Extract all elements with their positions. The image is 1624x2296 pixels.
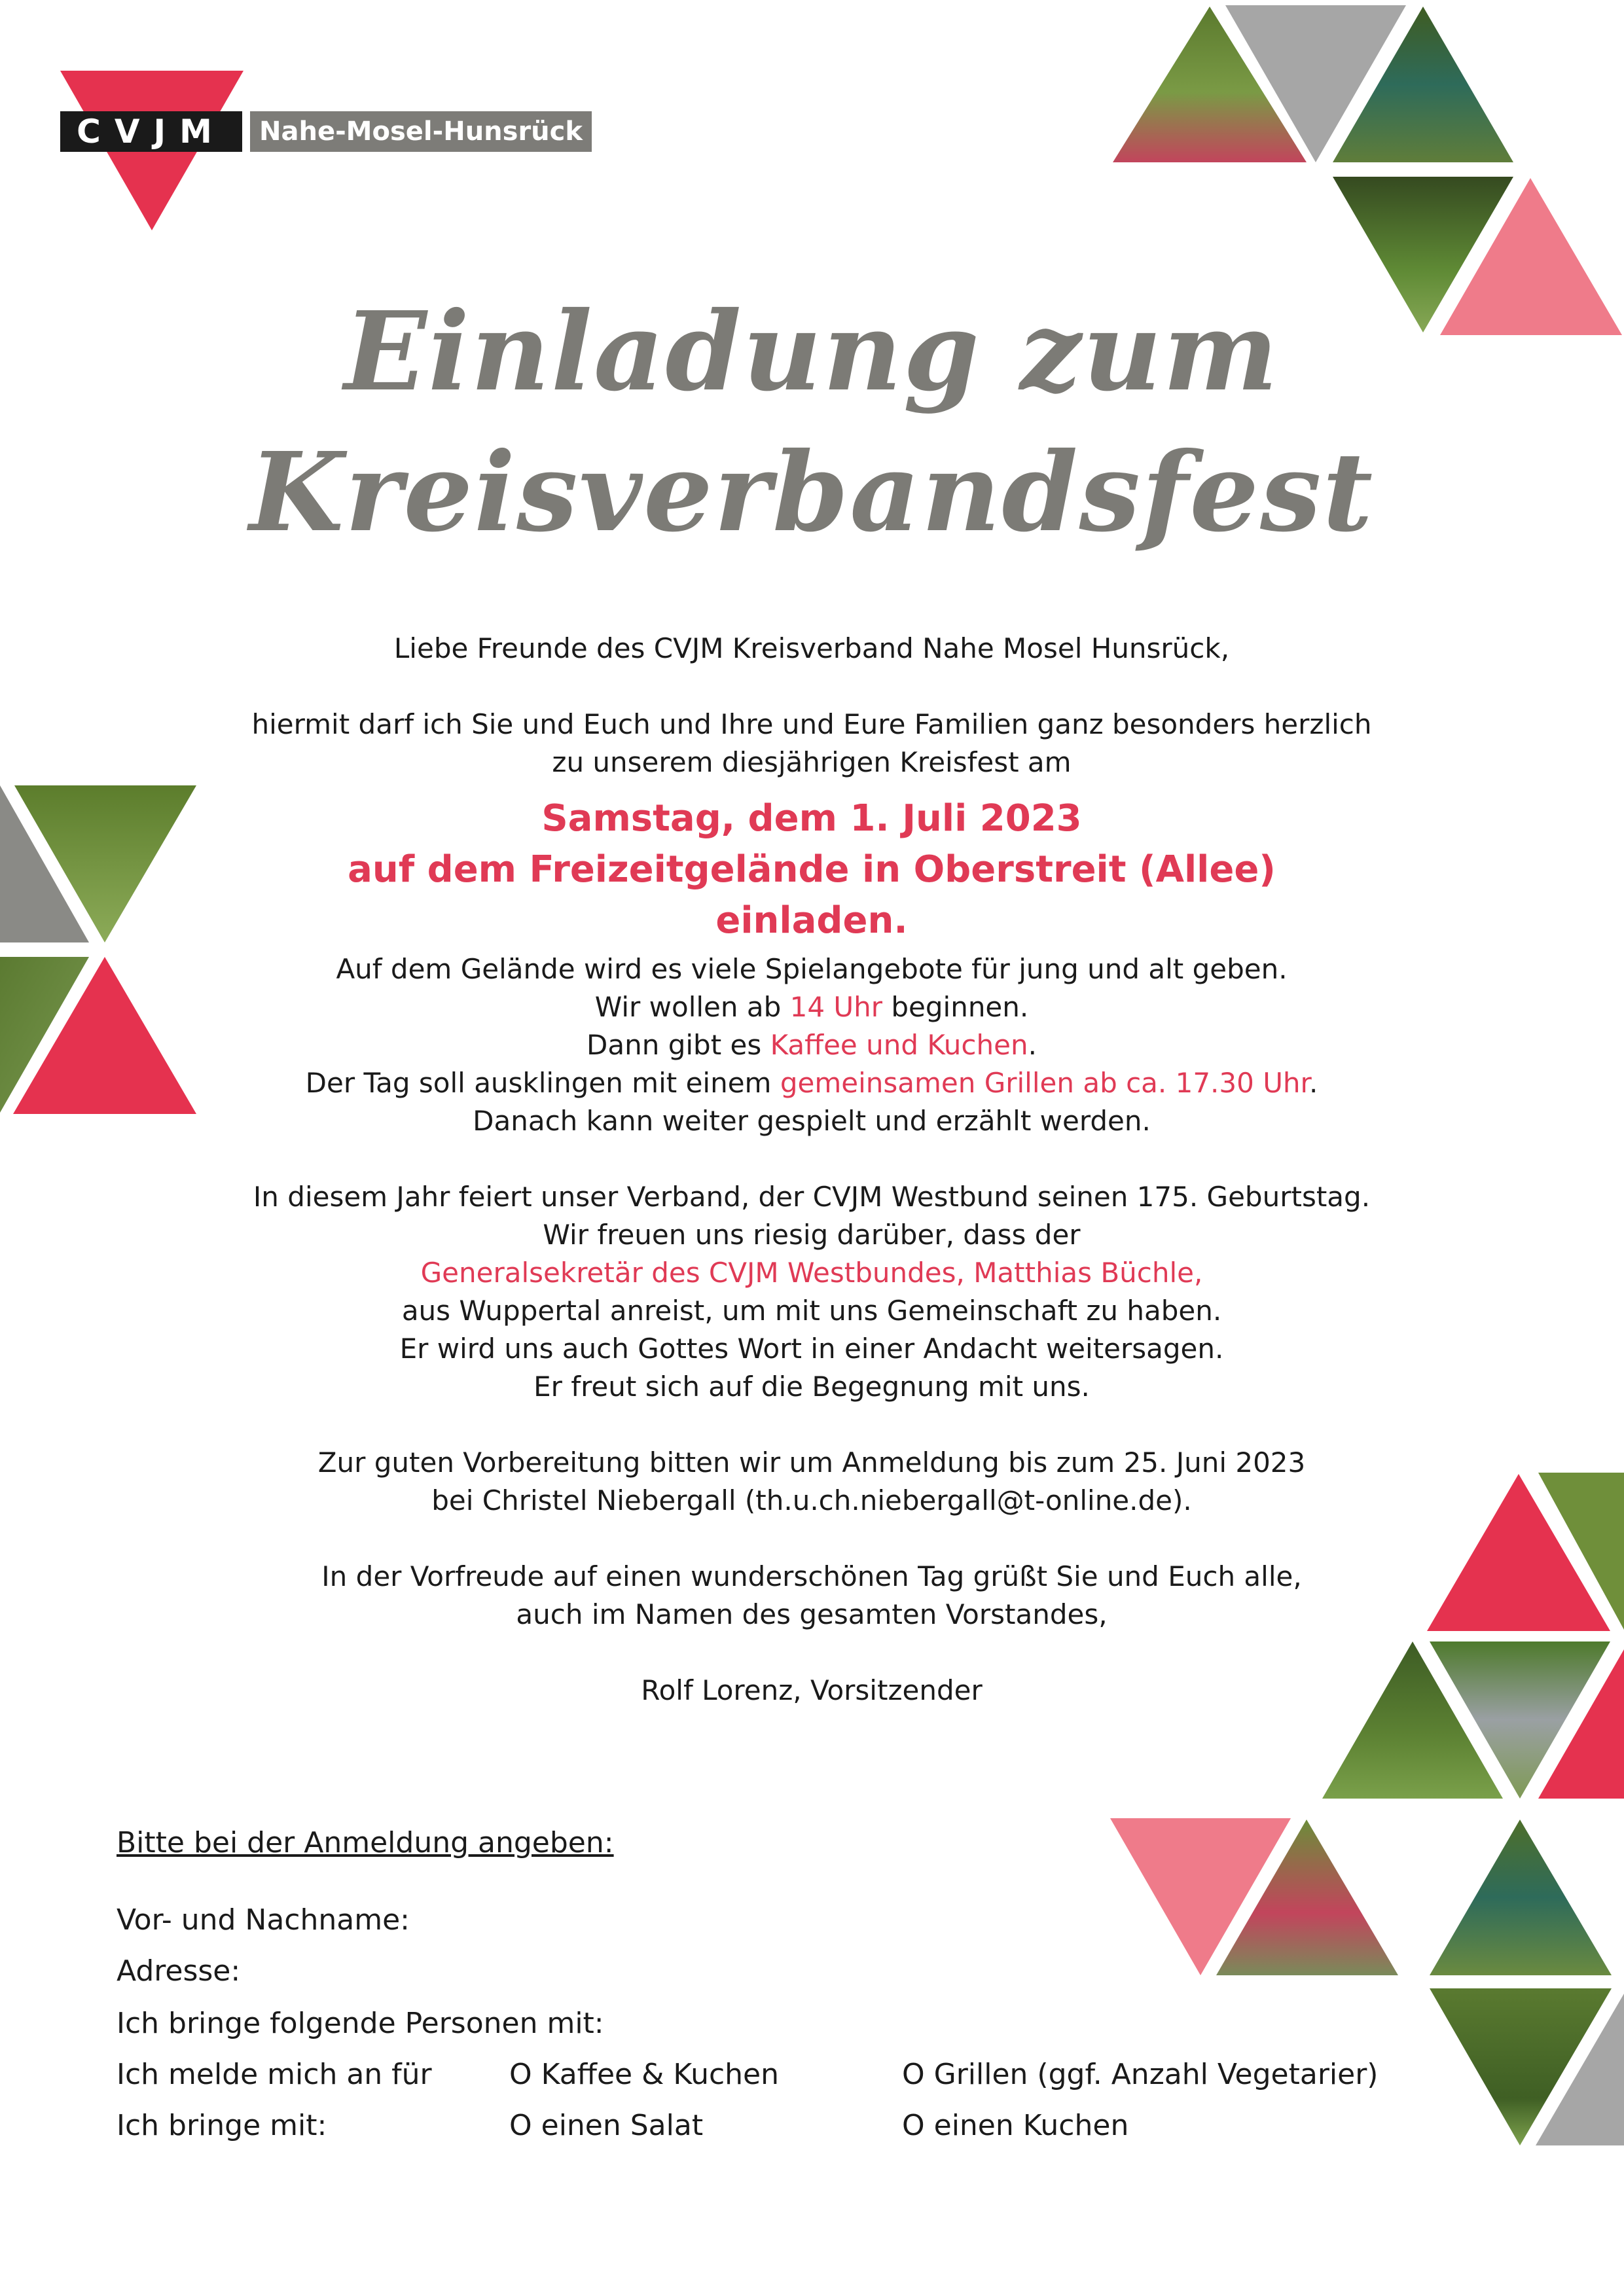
intro-line-1: hiermit darf ich Sie und Euch und Ihre und Eure Familien ganz besonders herzlich <box>251 708 1372 740</box>
title-line-1: Einladung zum <box>344 288 1280 416</box>
option-grill[interactable]: O Grillen (ggf. Anzahl Vegetarier) <box>902 2058 1379 2091</box>
bring-label: Ich bringe mit: <box>117 2109 327 2142</box>
intro-line-2: zu unserem diesjährigen Kreisfest am <box>552 746 1072 778</box>
anniversary-line-1: In diesem Jahr feiert unser Verband, der CVJM Westbund seinen 175. Geburtstag. <box>253 1181 1371 1213</box>
name-label: Vor- und Nachname: <box>117 1903 410 1937</box>
headline-invite: einladen. <box>715 899 908 942</box>
option-salad[interactable]: O einen Salat <box>509 2109 704 2142</box>
headline-location: auf dem Freizeitgelände in Oberstreit (Allee) <box>348 848 1276 891</box>
registration-line-2: bei Christel Niebergall (th.u.ch.niebergall@t-online.de). <box>431 1484 1192 1516</box>
highlight-coffee: Kaffee und Kuchen <box>770 1029 1028 1061</box>
headline-date: Samstag, dem 1. Juli 2023 <box>541 797 1082 840</box>
register-label: Ich melde mich an für <box>117 2058 432 2091</box>
program-line-2: Wir wollen ab 14 Uhr beginnen. <box>594 991 1029 1023</box>
closing-line-2: auch im Namen des gesamten Vorstandes, <box>516 1598 1108 1630</box>
logo-wordmark: CVJM <box>60 111 242 152</box>
form-heading: Bitte bei der Anmeldung angeben: <box>117 1826 614 1859</box>
anniversary-line-6: Er freut sich auf die Begegnung mit uns. <box>533 1371 1090 1403</box>
option-coffee[interactable]: O Kaffee & Kuchen <box>509 2058 779 2091</box>
persons-label: Ich bringe folgende Personen mit: <box>117 2007 604 2040</box>
closing-line-1: In der Vorfreude auf einen wunderschönen Tag grüßt Sie und Euch alle, <box>321 1560 1302 1592</box>
letter-body <box>157 630 1466 1710</box>
program-line-4: Der Tag soll ausklingen mit einem gemeinsamen Grillen ab ca. 17.30 Uhr. <box>305 1067 1318 1099</box>
guest-highlight: Generalsekretär des CVJM Westbundes, Matthias Büchle, <box>420 1257 1203 1289</box>
address-label: Adresse: <box>117 1954 241 1988</box>
anniversary-line-2: Wir freuen uns riesig darüber, dass der <box>543 1219 1081 1251</box>
option-cake[interactable]: O einen Kuchen <box>902 2109 1129 2142</box>
highlight-start-time: 14 Uhr <box>789 991 883 1023</box>
program-line-1: Auf dem Gelände wird es viele Spielangebote für jung und alt geben. <box>336 953 1288 985</box>
highlight-grill: gemeinsamen Grillen ab ca. 17.30 Uhr <box>780 1067 1309 1099</box>
title-line-2: Kreisverbandsfest <box>249 429 1375 556</box>
signature: Rolf Lorenz, Vorsitzender <box>641 1674 983 1706</box>
registration-form <box>117 1826 1426 2153</box>
decor-triangles-right <box>1322 1473 1624 1806</box>
program-line-3: Dann gibt es Kaffee und Kuchen. <box>586 1029 1037 1061</box>
greeting: Liebe Freunde des CVJM Kreisverband Nahe Mosel Hunsrück, <box>393 632 1230 664</box>
anniversary-line-5: Er wird uns auch Gottes Wort in einer Andacht weitersagen. <box>399 1333 1224 1365</box>
anniversary-line-4: aus Wuppertal anreist, um mit uns Gemeinschaft zu haben. <box>401 1295 1222 1327</box>
registration-line-1: Zur guten Vorbereitung bitten wir um Anmeldung bis zum 25. Juni 2023 <box>317 1446 1306 1479</box>
program-line-5: Danach kann weiter gespielt und erzählt werden. <box>473 1105 1151 1137</box>
photo-triangle-men-2 <box>1430 1820 1612 1975</box>
logo-region-label: Nahe-Mosel-Hunsrück <box>250 111 592 152</box>
